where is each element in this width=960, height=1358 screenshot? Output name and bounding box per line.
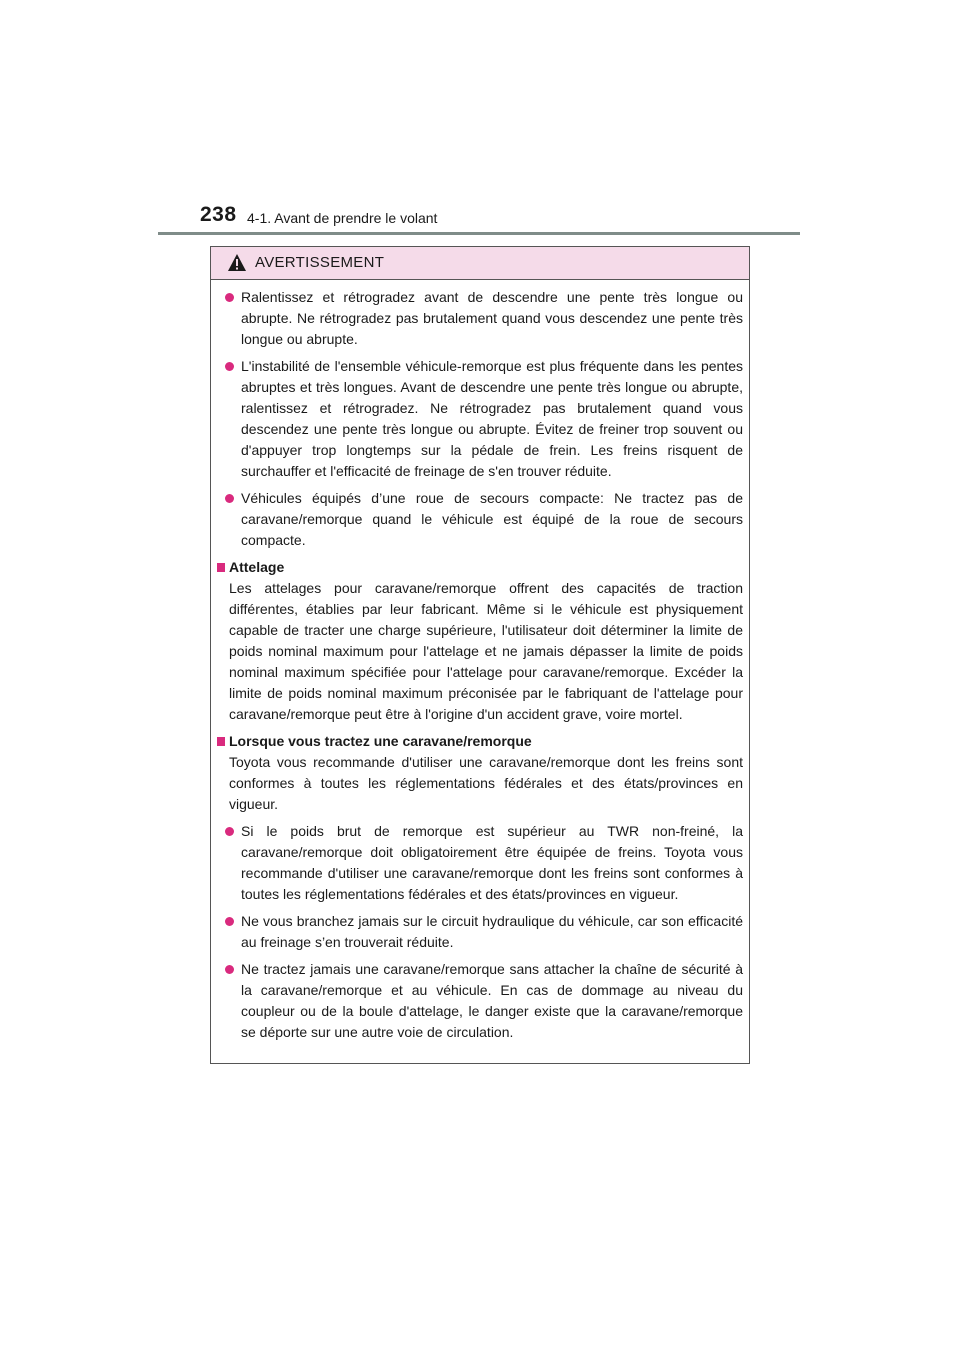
- list-item: Ralentissez et rétrogradez avant de descendre une pente très longue ou abrupte. Ne rétrogradez pas brutalement quand vous descendez une pente très longue ou abrupte.: [241, 287, 743, 350]
- warning-title: AVERTISSEMENT: [255, 254, 385, 271]
- page-number: 238: [200, 203, 237, 226]
- square-bullet-icon: [217, 737, 225, 746]
- bullet-dot-icon: [225, 917, 234, 926]
- page-header: [200, 203, 800, 233]
- warning-content: [211, 287, 751, 1049]
- warning-triangle-icon: [227, 253, 247, 272]
- bullet-dot-icon: [225, 494, 234, 503]
- section-heading-towing: Lorsque vous tractez une caravane/remorque: [229, 731, 743, 752]
- list-item: L'instabilité de l'ensemble véhicule-remorque est plus fréquente dans les pentes abruptes et très longues. Avant de descendre une pente très longue ou abrupte, ralentissez et rétrogradez. Ne rétrogradez pas brutalement quand vous descendez une pente très longue ou abrupte. Évitez de freiner trop souvent ou d'appuyer trop longtemps sur la pédale de frein. Les freins risquent de surchauffer et l'efficacité de freinage de s'en trouver réduite.: [241, 356, 743, 482]
- bullet-dot-icon: [225, 827, 234, 836]
- square-bullet-icon: [217, 563, 225, 572]
- section-text-towing: Toyota vous recommande d'utiliser une caravane/remorque dont les freins sont conformes à toutes les réglementations fédérales et des états/provinces en vigueur.: [229, 754, 743, 812]
- warning-box: [210, 246, 750, 1064]
- section-heading-attelage: Attelage: [229, 557, 743, 578]
- list-item: Véhicules équipés d’une roue de secours compacte: Ne tractez pas de caravane/remorque quand le véhicule est équipé de la roue de secours compacte.: [241, 488, 743, 551]
- bullet-dot-icon: [225, 965, 234, 974]
- list-item: Ne vous branchez jamais sur le circuit hydraulique du véhicule, car son efficacité au freinage s’en trouverait réduite.: [241, 911, 743, 953]
- list-item: Si le poids brut de remorque est supérieur au TWR non-freiné, la caravane/remorque doit obligatoirement être équipée de freins. Toyota vous recommande d'utiliser une caravane/remorque dont les freins sont conformes à toutes les réglementations fédérales et des états/provinces en vigueur.: [241, 821, 743, 905]
- header-rule: [158, 232, 800, 235]
- list-item: Ne tractez jamais une caravane/remorque sans attacher la chaîne de sécurité à la caravane/remorque et au véhicule. En cas de dommage au niveau du coupleur ou de la boule d'attelage, le danger existe que la caravane/remorque se déporte sur une autre voie de circulation.: [241, 959, 743, 1043]
- section-text-attelage: Les attelages pour caravane/remorque offrent des capacités de traction différentes, établies par leur fabricant. Même si le véhicule est physiquement capable de tracter une charge supérieure, l'utilisateur doit déterminer la limite de poids nominal maximum pour l'attelage et ne jamais dépasser la limite de poids nominal maximum spécifiée pour l'attelage pour caravane/remorque. Excéder la limite de poids nominal maximum préconisée par le fabriquant de l'attelage pour caravane/remorque peut être à l'origine d'un accident grave, voire mortel.: [229, 580, 743, 722]
- section-title: 4-1. Avant de prendre le volant: [247, 210, 438, 226]
- bullet-dot-icon: [225, 293, 234, 302]
- bullet-dot-icon: [225, 362, 234, 371]
- warning-header: [211, 247, 749, 280]
